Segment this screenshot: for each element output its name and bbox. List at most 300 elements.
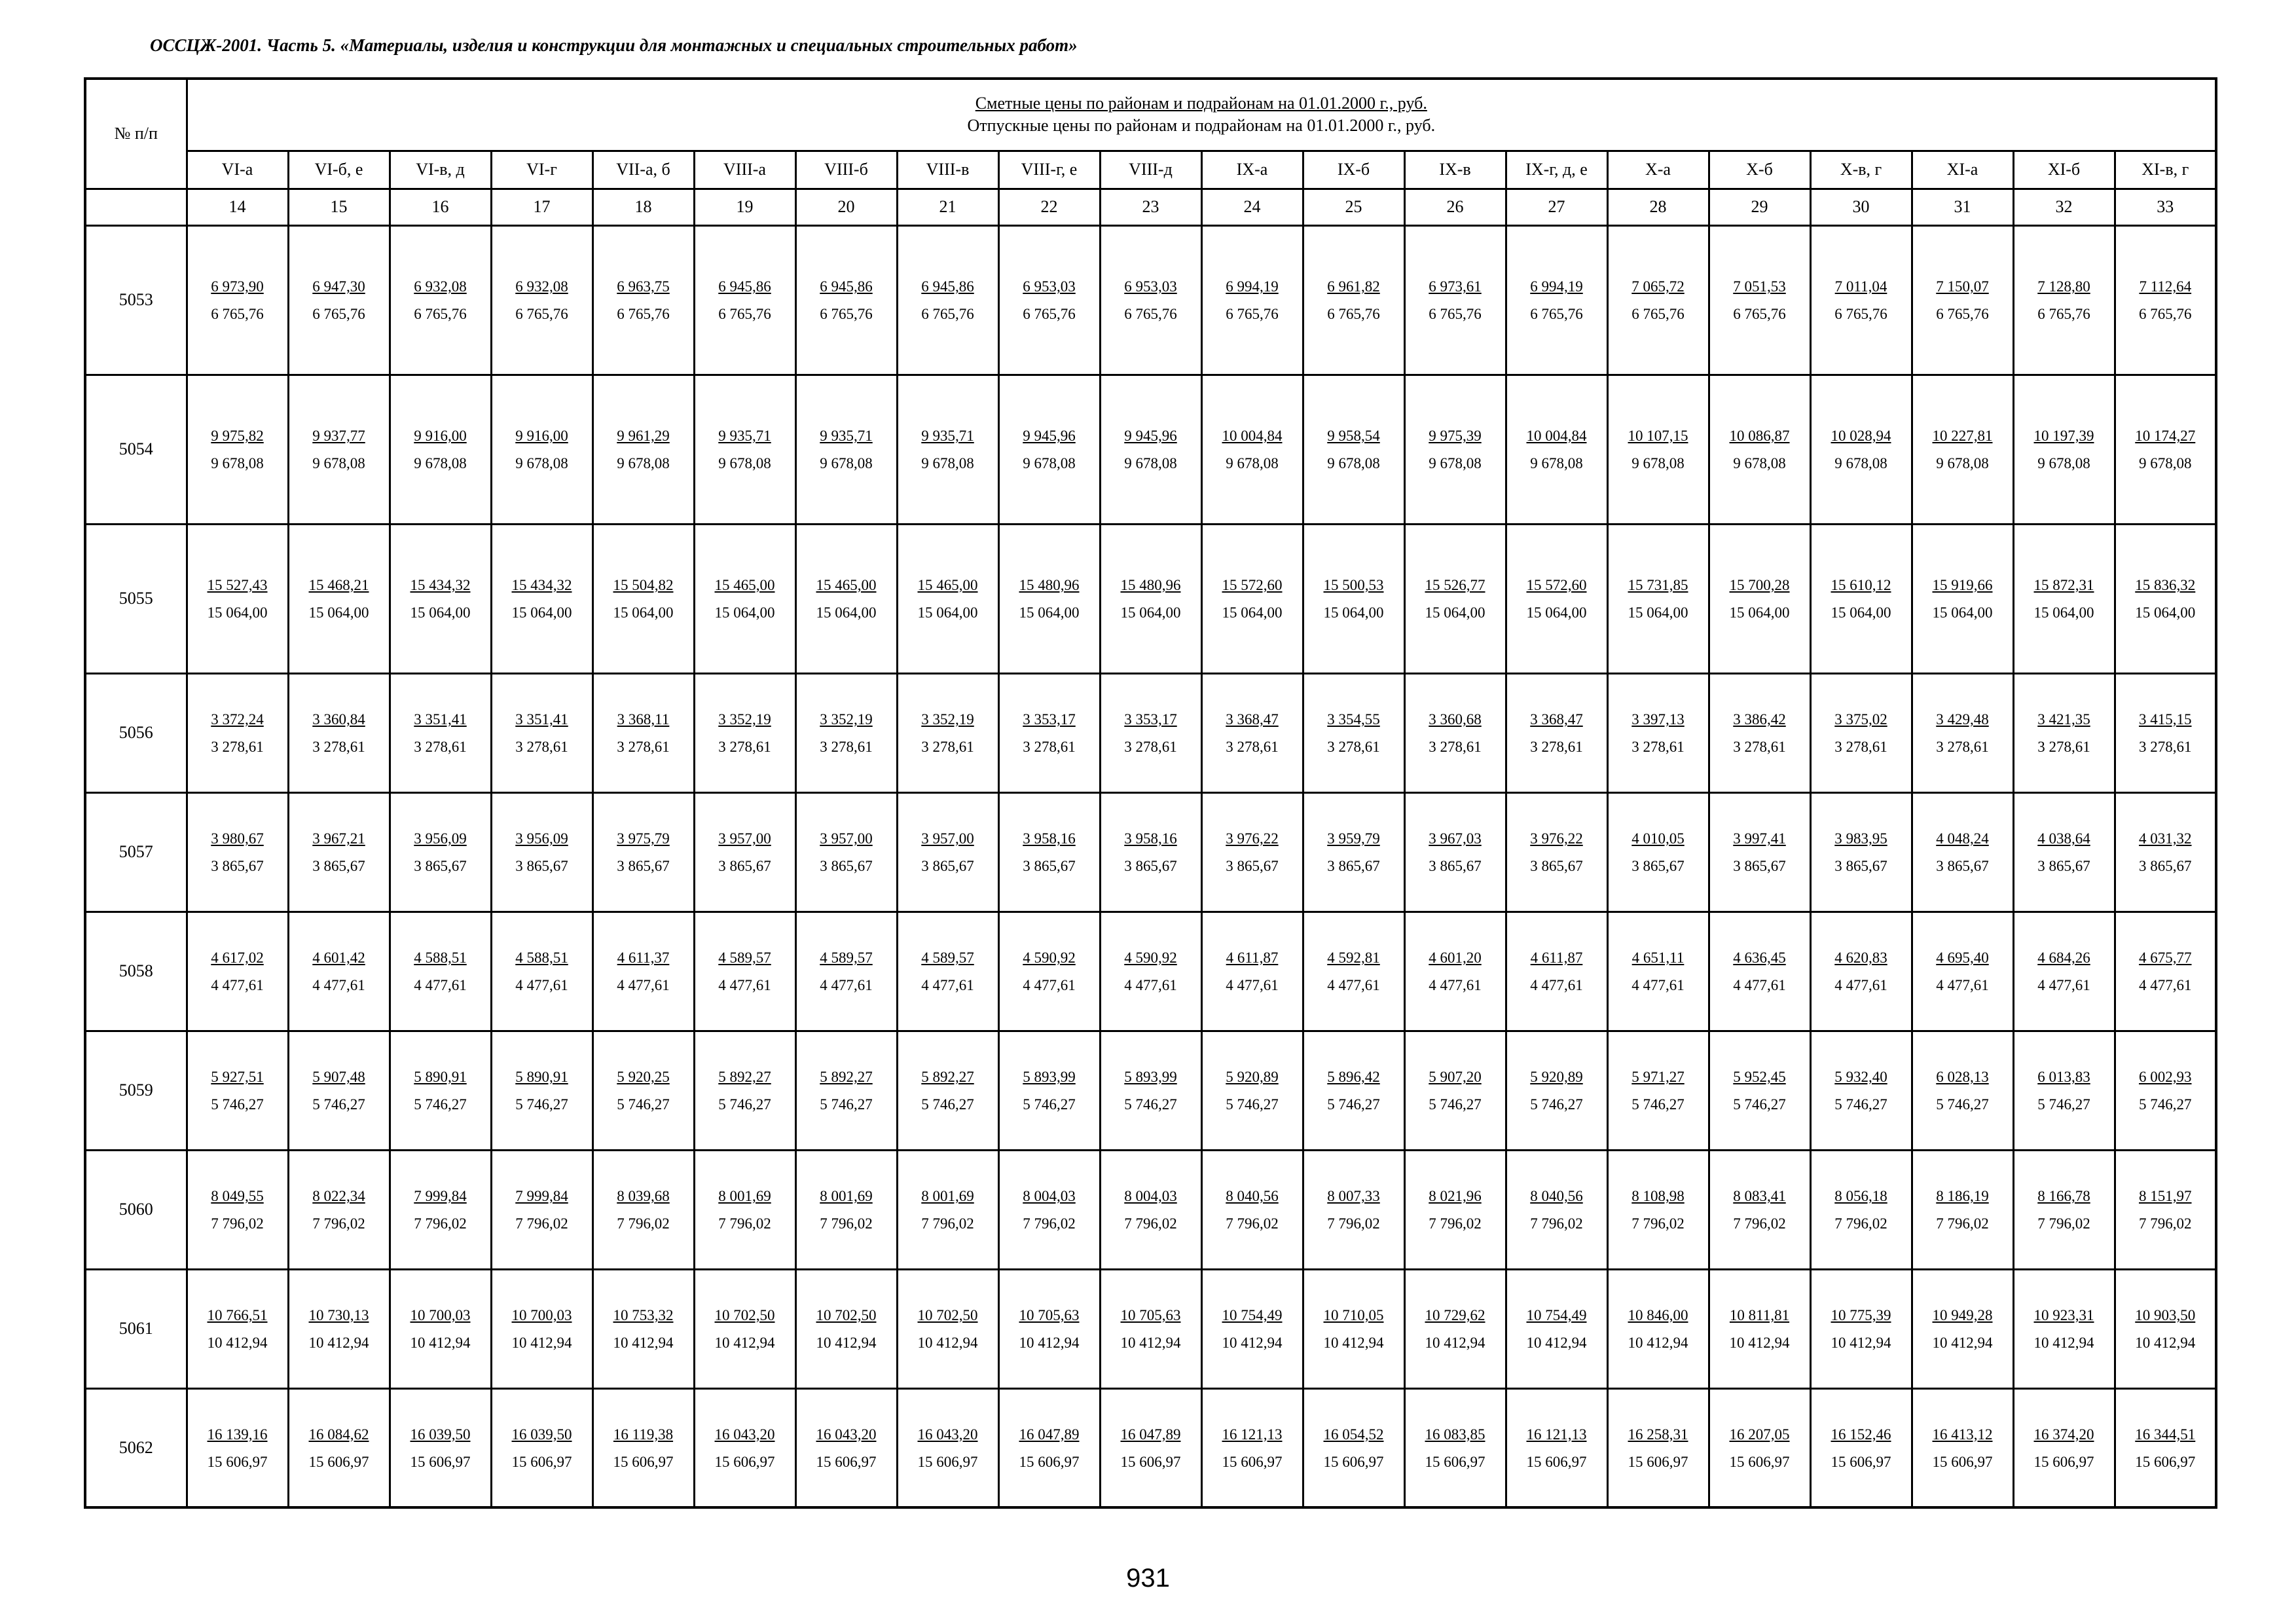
price-cell: [897, 673, 998, 792]
release-price: 9 678,08: [312, 455, 365, 471]
release-price: 3 865,67: [1530, 858, 1583, 874]
price-cell: [694, 1269, 795, 1388]
price-cell: [1912, 1388, 2013, 1507]
release-price: 5 746,27: [1530, 1096, 1583, 1113]
estimate-price: 8 049,55: [211, 1188, 264, 1204]
release-price: 6 765,76: [1327, 306, 1380, 322]
estimate-price: 16 258,31: [1628, 1426, 1688, 1443]
price-cell: [1303, 1388, 1404, 1507]
price-cell: [1100, 673, 1201, 792]
price-cell: [1607, 1388, 1709, 1507]
release-price: 3 865,67: [515, 858, 568, 874]
release-price: 10 412,94: [1628, 1335, 1688, 1351]
price-cell: [1404, 673, 1506, 792]
price-cell: [491, 524, 592, 673]
price-cell: [288, 225, 390, 375]
price-cell: [694, 912, 795, 1031]
release-price: 9 678,08: [921, 455, 974, 471]
release-price: 15 606,97: [1019, 1453, 1080, 1470]
price-cell: [187, 792, 288, 912]
price-cell: [390, 1388, 491, 1507]
table-title: [187, 79, 2216, 151]
release-price: 15 064,00: [1222, 604, 1283, 621]
release-price: 4 477,61: [921, 977, 974, 993]
release-price: 6 765,76: [2037, 306, 2090, 322]
release-price: 3 278,61: [211, 739, 264, 755]
price-cell: [998, 1150, 1100, 1269]
release-price: 5 746,27: [312, 1096, 365, 1113]
price-cell: [795, 524, 897, 673]
column-number: 31: [1912, 189, 2013, 225]
release-price: 3 865,67: [1834, 858, 1887, 874]
estimate-price: 8 021,96: [1429, 1188, 1482, 1204]
estimate-price: 3 354,55: [1327, 711, 1380, 728]
price-cell: [1912, 792, 2013, 912]
release-price: 15 606,97: [207, 1453, 268, 1470]
release-price: 9 678,08: [1023, 455, 1076, 471]
estimate-price: 5 890,91: [515, 1069, 568, 1085]
release-price: 9 678,08: [820, 455, 873, 471]
estimate-price: 9 935,71: [718, 428, 771, 444]
release-price-title: Отпускные цены по районам и подрайонам на 01.01.2000 г., руб.: [967, 116, 1436, 136]
release-price: 4 477,61: [1631, 977, 1685, 993]
estimate-price: 9 958,54: [1327, 428, 1380, 444]
estimate-price: 9 945,96: [1124, 428, 1177, 444]
release-price: 5 746,27: [1733, 1096, 1786, 1113]
estimate-price: 15 465,00: [917, 577, 978, 593]
price-cell: [1709, 1269, 1810, 1388]
region-header: IX-г, д, е: [1506, 151, 1607, 189]
price-cell: [1506, 673, 1607, 792]
estimate-price: 6 961,82: [1327, 278, 1380, 295]
release-price: 4 477,61: [1226, 977, 1279, 993]
price-cell: [1912, 225, 2013, 375]
estimate-price: 3 386,42: [1733, 711, 1786, 728]
price-cell: [288, 1031, 390, 1150]
price-cell: [1506, 1269, 1607, 1388]
release-price: 3 278,61: [1733, 739, 1786, 755]
estimate-price: 3 415,15: [2139, 711, 2192, 728]
column-number: 20: [795, 189, 897, 225]
release-price: 15 606,97: [714, 1453, 775, 1470]
price-cell: [795, 1150, 897, 1269]
price-cell: [2013, 375, 2115, 524]
estimate-price: 15 504,82: [613, 577, 674, 593]
release-price: 3 278,61: [1124, 739, 1177, 755]
estimate-price: 10 086,87: [1729, 428, 1790, 444]
estimate-price: 6 953,03: [1023, 278, 1076, 295]
release-price: 15 606,97: [308, 1453, 369, 1470]
release-price: 7 796,02: [414, 1215, 467, 1232]
table-row: [85, 1269, 2216, 1388]
price-cell: [592, 1031, 694, 1150]
price-cell: [1607, 1269, 1709, 1388]
price-cell: [1506, 1150, 1607, 1269]
estimate-price: 3 980,67: [211, 830, 264, 847]
price-cell: [1201, 912, 1303, 1031]
price-cell: [2115, 1269, 2216, 1388]
region-header: X-а: [1607, 151, 1709, 189]
estimate-price: 6 945,86: [718, 278, 771, 295]
estimate-price: 4 611,37: [617, 950, 670, 966]
release-price: 15 064,00: [2033, 604, 2094, 621]
release-price: 7 796,02: [1834, 1215, 1887, 1232]
region-header: IX-в: [1404, 151, 1506, 189]
estimate-price: 8 004,03: [1124, 1188, 1177, 1204]
release-price: 7 796,02: [1124, 1215, 1177, 1232]
price-cell: [1100, 792, 1201, 912]
price-cell: [1709, 1031, 1810, 1150]
release-price: 7 796,02: [1327, 1215, 1380, 1232]
release-price: 15 606,97: [816, 1453, 877, 1470]
column-number: 19: [694, 189, 795, 225]
price-cell: [1912, 1031, 2013, 1150]
estimate-price: 10 766,51: [207, 1307, 268, 1323]
release-price: 10 412,94: [613, 1335, 674, 1351]
estimate-price: 4 695,40: [1936, 950, 1989, 966]
release-price: 3 278,61: [921, 739, 974, 755]
release-price: 3 865,67: [312, 858, 365, 874]
price-cell: [592, 1150, 694, 1269]
release-price: 15 606,97: [613, 1453, 674, 1470]
price-cell: [1709, 912, 1810, 1031]
estimate-price: 16 413,12: [1932, 1426, 1993, 1443]
release-price: 5 746,27: [2139, 1096, 2192, 1113]
price-cell: [998, 375, 1100, 524]
price-cell: [1607, 792, 1709, 912]
release-price: 9 678,08: [1429, 455, 1482, 471]
price-cell: [1404, 1031, 1506, 1150]
release-price: 4 477,61: [1124, 977, 1177, 993]
price-cell: [1100, 1269, 1201, 1388]
release-price: 15 606,97: [1323, 1453, 1384, 1470]
release-price: 6 765,76: [1834, 306, 1887, 322]
estimate-price: 10 710,05: [1323, 1307, 1384, 1323]
estimate-price: 8 001,69: [718, 1188, 771, 1204]
release-price: 15 064,00: [511, 604, 572, 621]
release-price: 3 278,61: [312, 739, 365, 755]
estimate-price: 16 043,20: [917, 1426, 978, 1443]
release-price: 10 412,94: [714, 1335, 775, 1351]
release-price: 6 765,76: [1733, 306, 1786, 322]
region-header: VIII-а: [694, 151, 795, 189]
release-price: 5 746,27: [211, 1096, 264, 1113]
price-cell: [1404, 524, 1506, 673]
price-cell: [1404, 375, 1506, 524]
release-price: 3 278,61: [1327, 739, 1380, 755]
estimate-price-title: Сметные цены по районам и подрайонам на 01.01.2000 г., руб.: [975, 94, 1427, 113]
price-cell: [1709, 673, 1810, 792]
release-price: 7 796,02: [1226, 1215, 1279, 1232]
estimate-price: 3 397,13: [1631, 711, 1685, 728]
estimate-price: 6 932,08: [414, 278, 467, 295]
estimate-price: 6 028,13: [1936, 1069, 1989, 1085]
price-cell: [795, 1031, 897, 1150]
price-cell: [2115, 792, 2216, 912]
release-price: 3 278,61: [2037, 739, 2090, 755]
release-price: 3 865,67: [617, 858, 670, 874]
release-price: 10 412,94: [2033, 1335, 2094, 1351]
estimate-price: 15 480,96: [1120, 577, 1181, 593]
price-cell: [998, 1031, 1100, 1150]
estimate-price: 4 611,87: [1226, 950, 1279, 966]
table-row: [85, 673, 2216, 792]
price-cell: [998, 524, 1100, 673]
release-price: 5 746,27: [921, 1096, 974, 1113]
estimate-price: 3 956,09: [515, 830, 568, 847]
estimate-price: 16 043,20: [714, 1426, 775, 1443]
release-price: 7 796,02: [515, 1215, 568, 1232]
release-price: 3 278,61: [1530, 739, 1583, 755]
price-cell: [1810, 375, 1912, 524]
table-row: [85, 1388, 2216, 1507]
price-cell: [1912, 673, 2013, 792]
release-price: 3 865,67: [1936, 858, 1989, 874]
price-cell: [1506, 225, 1607, 375]
price-cell: [2013, 792, 2115, 912]
price-cell: [2115, 375, 2216, 524]
release-price: 5 746,27: [1124, 1096, 1177, 1113]
release-price: 15 064,00: [2135, 604, 2196, 621]
estimate-price: 10 730,13: [308, 1307, 369, 1323]
estimate-price: 8 001,69: [820, 1188, 873, 1204]
price-cell: [795, 225, 897, 375]
price-cell: [1810, 792, 1912, 912]
estimate-price: 3 429,48: [1936, 711, 1989, 728]
price-cell: [1810, 524, 1912, 673]
release-price: 5 746,27: [1936, 1096, 1989, 1113]
release-price: 10 412,94: [2135, 1335, 2196, 1351]
price-cell: [2013, 524, 2115, 673]
estimate-price: 15 500,53: [1323, 577, 1384, 593]
region-header: VIII-г, е: [998, 151, 1100, 189]
estimate-price: 4 684,26: [2037, 950, 2090, 966]
price-cell: [2013, 1031, 2115, 1150]
estimate-price: 3 957,00: [820, 830, 873, 847]
price-cell: [1709, 524, 1810, 673]
estimate-price: 10 705,63: [1019, 1307, 1080, 1323]
estimate-price: 16 374,20: [2033, 1426, 2094, 1443]
column-number: 33: [2115, 189, 2216, 225]
release-price: 15 064,00: [1425, 604, 1485, 621]
column-number: 15: [288, 189, 390, 225]
estimate-price: 10 174,27: [2135, 428, 2196, 444]
price-cell: [1810, 1031, 1912, 1150]
price-cell: [390, 673, 491, 792]
price-cell: [897, 375, 998, 524]
release-price: 9 678,08: [2139, 455, 2192, 471]
column-number: 29: [1709, 189, 1810, 225]
price-cell: [1303, 524, 1404, 673]
release-price: 6 765,76: [211, 306, 264, 322]
release-price: 9 678,08: [1834, 455, 1887, 471]
release-price: 6 765,76: [515, 306, 568, 322]
release-price: 3 865,67: [1429, 858, 1482, 874]
release-price: 15 606,97: [1425, 1453, 1485, 1470]
price-cell: [1709, 1388, 1810, 1507]
release-price: 7 796,02: [617, 1215, 670, 1232]
region-header: X-б: [1709, 151, 1810, 189]
release-price: 3 865,67: [1023, 858, 1076, 874]
estimate-price: 10 004,84: [1222, 428, 1283, 444]
estimate-price: 7 128,80: [2037, 278, 2090, 295]
price-cell: [1506, 1031, 1607, 1150]
release-price: 4 477,61: [211, 977, 264, 993]
estimate-price: 5 892,27: [921, 1069, 974, 1085]
estimate-price: 10 949,28: [1932, 1307, 1993, 1323]
release-price: 9 678,08: [1530, 455, 1583, 471]
estimate-price: 3 976,22: [1226, 830, 1279, 847]
estimate-price: 16 043,20: [816, 1426, 877, 1443]
price-cell: [694, 792, 795, 912]
row-number: 5060: [85, 1150, 187, 1269]
estimate-price: 6 973,90: [211, 278, 264, 295]
release-price: 10 412,94: [207, 1335, 268, 1351]
price-cell: [1201, 524, 1303, 673]
price-cell: [1303, 375, 1404, 524]
estimate-price: 16 119,38: [613, 1426, 674, 1443]
estimate-price: 15 465,00: [816, 577, 877, 593]
price-cell: [1709, 225, 1810, 375]
price-cell: [187, 1031, 288, 1150]
price-cell: [1912, 1150, 2013, 1269]
region-header: VI-в, д: [390, 151, 491, 189]
estimate-price: 8 186,19: [1936, 1188, 1989, 1204]
release-price: 3 278,61: [1631, 739, 1685, 755]
price-cell: [897, 1150, 998, 1269]
release-price: 3 865,67: [414, 858, 467, 874]
estimate-price: 6 945,86: [820, 278, 873, 295]
estimate-price: 10 923,31: [2033, 1307, 2094, 1323]
estimate-price: 16 139,16: [207, 1426, 268, 1443]
price-cell: [390, 375, 491, 524]
release-price: 4 477,61: [1023, 977, 1076, 993]
estimate-price: 10 107,15: [1628, 428, 1688, 444]
price-cell: [2013, 1388, 2115, 1507]
price-cell: [2115, 673, 2216, 792]
estimate-price: 4 010,05: [1631, 830, 1685, 847]
price-cell: [1810, 912, 1912, 1031]
release-price: 3 278,61: [1226, 739, 1279, 755]
price-cell: [592, 1388, 694, 1507]
price-cell: [2013, 1150, 2115, 1269]
release-price: 15 064,00: [207, 604, 268, 621]
price-cell: [491, 912, 592, 1031]
estimate-price: 15 468,21: [308, 577, 369, 593]
release-price: 5 746,27: [1834, 1096, 1887, 1113]
release-price: 4 477,61: [312, 977, 365, 993]
estimate-price: 3 958,16: [1124, 830, 1177, 847]
release-price: 15 606,97: [1526, 1453, 1587, 1470]
region-header: VI-б, е: [288, 151, 390, 189]
column-number: 17: [491, 189, 592, 225]
release-price: 6 765,76: [2139, 306, 2192, 322]
release-price: 9 678,08: [414, 455, 467, 471]
estimate-price: 8 166,78: [2037, 1188, 2090, 1204]
region-header: VI-г: [491, 151, 592, 189]
price-cell: [390, 792, 491, 912]
price-cell: [491, 1031, 592, 1150]
estimate-price: 3 421,35: [2037, 711, 2090, 728]
price-cell: [1303, 1269, 1404, 1388]
estimate-price: 10 775,39: [1831, 1307, 1891, 1323]
estimate-price: 16 207,05: [1729, 1426, 1790, 1443]
release-price: 7 796,02: [2037, 1215, 2090, 1232]
release-price: 15 064,00: [1932, 604, 1993, 621]
estimate-price: 15 527,43: [207, 577, 268, 593]
column-number-row: [85, 189, 2216, 225]
release-price: 15 606,97: [1932, 1453, 1993, 1470]
estimate-price: 10 700,03: [410, 1307, 471, 1323]
estimate-price: 8 151,97: [2139, 1188, 2192, 1204]
estimate-price: 4 592,81: [1327, 950, 1380, 966]
table-row: [85, 524, 2216, 673]
region-header: VIII-д: [1100, 151, 1201, 189]
price-cell: [592, 225, 694, 375]
estimate-price: 16 152,46: [1831, 1426, 1891, 1443]
release-price: 3 865,67: [2037, 858, 2090, 874]
estimate-price: 3 957,00: [921, 830, 974, 847]
price-cell: [1201, 792, 1303, 912]
price-cell: [1506, 375, 1607, 524]
estimate-price: 10 227,81: [1932, 428, 1993, 444]
release-price: 15 064,00: [1729, 604, 1790, 621]
price-cell: [1506, 524, 1607, 673]
estimate-price: 6 994,19: [1226, 278, 1279, 295]
price-cell: [1810, 1150, 1912, 1269]
estimate-price: 5 971,27: [1631, 1069, 1685, 1085]
release-price: 15 606,97: [1831, 1453, 1891, 1470]
estimate-price: 3 983,95: [1834, 830, 1887, 847]
price-cell: [1201, 225, 1303, 375]
estimate-price: 16 344,51: [2135, 1426, 2196, 1443]
release-price: 5 746,27: [617, 1096, 670, 1113]
price-cell: [1201, 1388, 1303, 1507]
release-price: 9 678,08: [2037, 455, 2090, 471]
release-price: 15 064,00: [1526, 604, 1587, 621]
table-row: [85, 225, 2216, 375]
price-cell: [187, 1388, 288, 1507]
price-cell: [592, 524, 694, 673]
estimate-price: 8 040,56: [1226, 1188, 1279, 1204]
estimate-price: 3 967,03: [1429, 830, 1482, 847]
price-cell: [1912, 524, 2013, 673]
release-price: 4 477,61: [414, 977, 467, 993]
estimate-price: 15 526,77: [1425, 577, 1485, 593]
price-table: [84, 77, 2217, 1509]
estimate-price: 3 352,19: [718, 711, 771, 728]
price-cell: [491, 225, 592, 375]
release-price: 5 746,27: [1327, 1096, 1380, 1113]
estimate-price: 3 352,19: [820, 711, 873, 728]
estimate-price: 15 572,60: [1526, 577, 1587, 593]
region-header: XI-а: [1912, 151, 2013, 189]
release-price: 15 064,00: [816, 604, 877, 621]
release-price: 6 765,76: [617, 306, 670, 322]
release-price: 10 412,94: [1526, 1335, 1587, 1351]
price-cell: [2115, 1150, 2216, 1269]
estimate-price: 4 620,83: [1834, 950, 1887, 966]
price-cell: [2115, 524, 2216, 673]
release-price: 6 765,76: [1631, 306, 1685, 322]
price-cell: [1303, 225, 1404, 375]
estimate-price: 5 920,89: [1226, 1069, 1279, 1085]
document-header: ОССЦЖ-2001. Часть 5. «Материалы, изделия и конструкции для монтажных и специальных строительных работ»: [150, 35, 1078, 55]
estimate-price: 9 935,71: [921, 428, 974, 444]
region-header: VIII-в: [897, 151, 998, 189]
release-price: 3 865,67: [718, 858, 771, 874]
price-cell: [288, 375, 390, 524]
